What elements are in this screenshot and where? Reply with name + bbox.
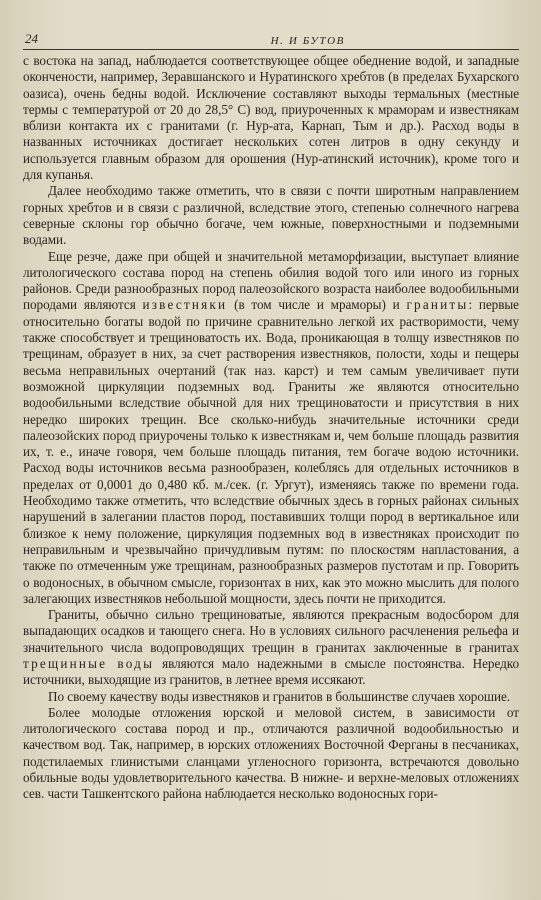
running-head-author: Н. И БУТОВ [270,35,345,47]
spaced-term-granites: граниты [406,297,469,313]
spaced-term-fissure-waters: трещинные воды [23,655,155,671]
paragraph-text: с востока на запад, наблюдается соответствующее общее обеднение водой, и западные окончености, например, Зеравшанского и Нуратинского хребтов (в пределах Бухарского оазиса), очень бедны водой. Исключение составляют выходы термальных (местные термы с температурой от 20 до 28,5° С) вод, приуроченных к мраморам и известнякам вблизи контакта их с гранитами (г. Нур-ата, Карнап, Тым и др.). Расход воды в названных источниках достигает нескольких сотен литров в одну секунду и используется главным образом для орошения (Нур-атинский источник), кроме того и для купанья. [23,53,519,183]
paragraph-text: : первые относительно богаты водой по причине сравнительно легкой их растворимости, чему также способствует и трещиноватость их. Вода, проникающая в толщу известняков по трещинам, образует в них, за счет растворения известняков, полости, ходы и пещеры весьма неправильных очертаний (так наз. карст) и тем самым увеличивает пути возможной циркуляции подземных вод. Граниты же являются относительно водообильными вследствие обычной для них трещиноватости и присутствия в них нередко широких трещин. Все сколько-нибудь значительные источники среди палеозойских пород приурочены только к известнякам и, чем больше площадь развития их, т. е., иначе говоря, чем больше площадь питания, тем богаче водою источники. Расход воды источников весьма разнообразен, колеблясь для отдельных источников в пределах от 0,0001 до 0,480 кб. м./сек. (г. Ургут), изменяясь также по времени года. Необходимо также отметить, что вследствие обычных здесь в горных районах сильных нарушений в залегании пластов пород, поставивших толщи пород в вертикальное или близкое к нему положение, циркуляция подземных вод в известняках происходит по неправильным и чрезвычайно причудливым путям: по плоскостям напластования, а также по отмеченным уже трещинам, разнообразных размеров пустотам и пр. Говорить о водоносных, в обычном смысле, горизонтах в них, как это можно мыслить для полого залегающих известняков небольшой мощности, здесь почти не приходится. [23,297,519,606]
paragraph-text: являются мало надежными в смысле постоянства. Нередко источники, выходящие из гранитов, в летнее время иссякают. [23,655,519,688]
paragraph-text: Еще резче, даже при общей и значительной метаморфизации, выступает влияние литологического состава пород на степень обилия водой того или иного из горных районов. Среди разнообразных пород палеозойского возраста наиболее водообильными породами являются [23,248,519,313]
paragraph-5 [23,689,519,705]
page-number: 24 [25,31,38,46]
paragraph-text: (в том числе и мраморы) и [227,297,407,313]
paragraph-text: Граниты, обычно сильно трещиноватые, являются прекрасным водосбором для выпадающих осадков и тающего снега. Но в условиях сильного расчленения рельефа и значительного числа водопроводящих трещин в гранитах заключенные в гранитах [23,607,519,655]
paragraph-text: Далее необходимо также отметить, что в связи с почти широтным направлением горных хребтов и в связи с различной, вследствие этого, степенью солнечного нагрева северные склоны гор обычно богаче, чем южные, поверхностными и подземными водами. [23,183,519,248]
paragraph-text: Более молодые отложения юрской и меловой систем, в зависимости от литологического состава пород и пр., отличаются различной водообильностью и качеством вод. Так, например, в юрских отложениях Восточной Ферганы в песчаниках, подстилаемых глинистыми сланцами угленосного горизонта, встречаются довольно обильные воды удовлетворительного качества. В нижне- и верхне-меловых отложениях сев. части Ташкентского района наблюдается несколько водоносных гори- [23,704,519,802]
paragraph-3 [23,249,519,608]
paragraph-2 [23,183,519,248]
paragraph-1 [23,53,519,183]
running-header [23,31,519,50]
paragraph-text: По своему качеству воды известняков и гранитов в большинстве случаев хорошие. [48,688,511,704]
spaced-term-limestones: известняки [142,297,228,313]
page-body [23,53,519,803]
paragraph-4 [23,607,519,688]
paragraph-6 [23,705,519,803]
